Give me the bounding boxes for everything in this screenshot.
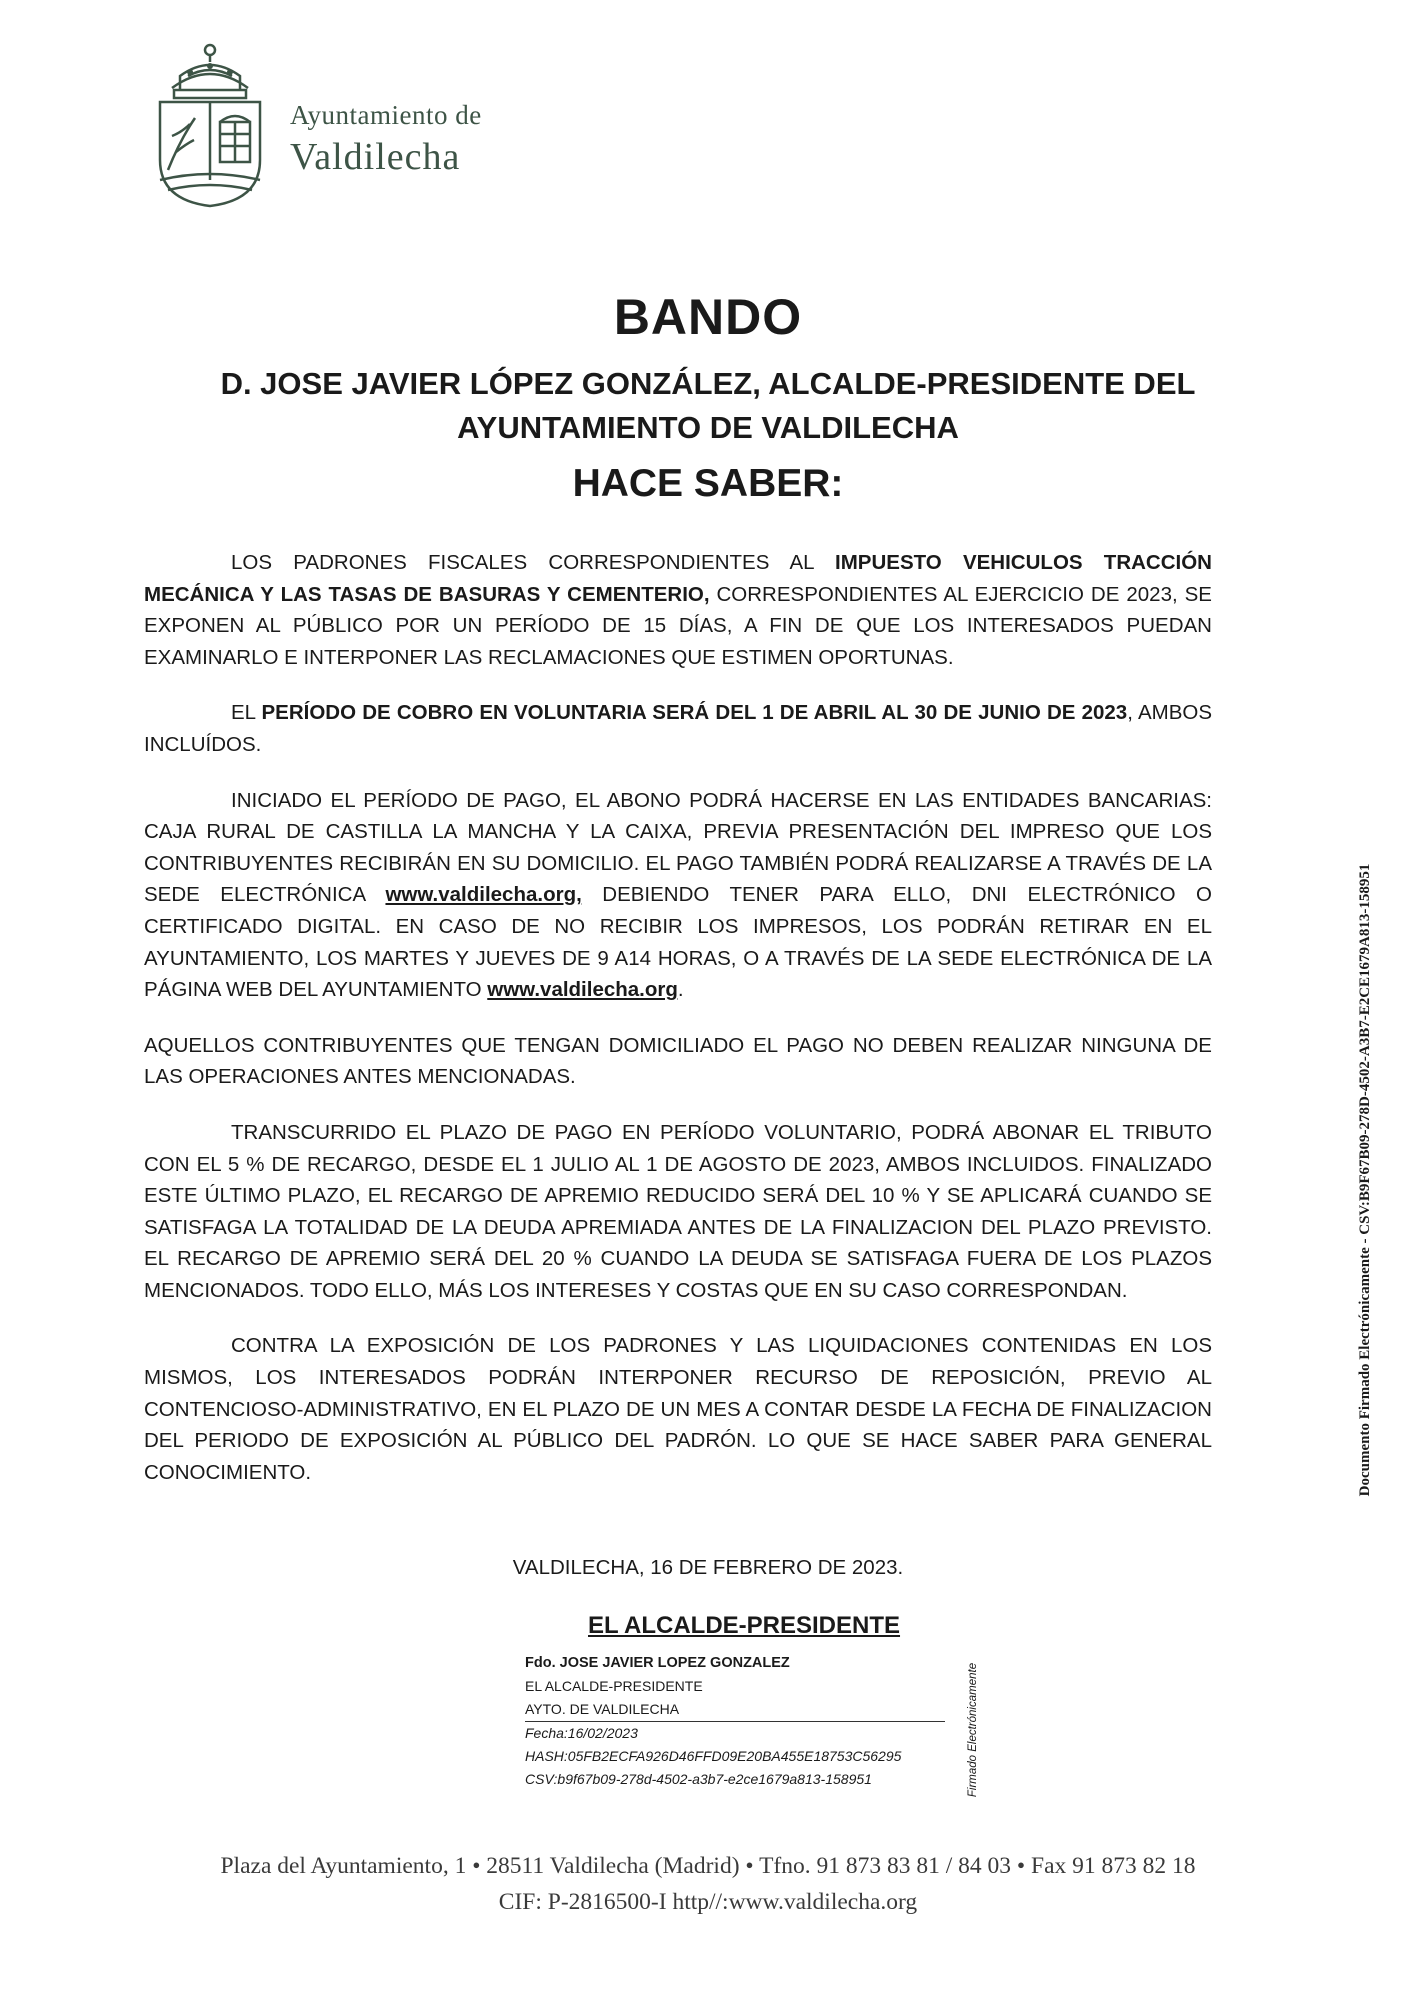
coat-of-arms-logo <box>150 40 270 210</box>
subtitle-line1: D. JOSE JAVIER LÓPEZ GONZÁLEZ, ALCALDE-PRESIDENTE DEL <box>220 366 1196 401</box>
p3-text-c: . <box>677 978 684 1002</box>
p1-text-bold: IMPUESTO VEHICULOS TRACCIÓN MECÁNICA Y LAS TASAS DE BASURAS Y CEMENTERIO, <box>144 551 1212 606</box>
page-footer <box>0 1848 1416 1920</box>
p2-text-c: , AMBOS INCLUÍDOS. <box>144 701 1213 756</box>
p2-text-a: EL <box>231 701 262 725</box>
hace-saber-heading: HACE SABER: <box>572 462 844 505</box>
website-link-2[interactable]: www.valdilecha.org <box>487 978 678 1002</box>
paragraph-1 <box>144 547 1212 673</box>
paragraph-4: AQUELLOS CONTRIBUYENTES QUE TENGAN DOMICILIADO EL PAGO NO DEBEN REALIZAR NINGUNA DE LAS OPERACIONES ANTES MENCIONADAS. <box>144 1033 1212 1089</box>
p3-text-a: INICIADO EL PERÍODO DE PAGO, EL ABONO PODRÁ HACERSE EN LAS ENTIDADES BANCARIAS: CAJA RURAL DE CASTILLA LA MANCHA Y LA CAIXA, PREVIA PRESENTACIÓN DEL IMPRESO QUE LOS CONTRIBUYENTES RECIBIRÁN EN SU DOMICILIO. EL PAGO TAMBIÉN PODRÁ REALIZARSE A TRAVÉS DE LA SEDE ELECTRÓNICA <box>144 788 1212 907</box>
signature-hash: HASH:05FB2ECFA926D46FFD09E20BA455E18753C56295 <box>525 1748 902 1764</box>
document-date: VALDILECHA, 16 DE FEBRERO DE 2023. <box>512 1556 904 1579</box>
p3-text-b: DEBIENDO TENER PARA ELLO, DNI ELECTRÓNICO O CERTIFICADO DIGITAL. EN CASO DE NO RECIBIR LOS IMPRESOS, LOS PODRÁN RETIRAR EN EL AYUNTAMIENTO, LOS MARTES Y JUEVES DE 9 A14 HORAS, O A TRAVÉS DE LA SEDE ELECTRÓNICA DE LA PÁGINA WEB DEL AYUNTAMIENTO <box>144 883 1212 1002</box>
document-title: BANDO <box>613 289 803 345</box>
org-name-line1: Ayuntamiento de <box>290 100 482 130</box>
p2-text-bold: PERÍODO DE COBRO EN VOLUNTARIA SERÁ DEL 1 DE ABRIL AL 30 DE JUNIO DE 2023 <box>261 701 1128 725</box>
signature-stamp-label: Firmado Electrónicamente <box>967 1662 979 1798</box>
org-name-line2: Valdilecha <box>290 136 461 178</box>
p1-text-a: LOS PADRONES FISCALES CORRESPONDIENTES AL <box>231 551 836 574</box>
footer-address: Plaza del Ayuntamiento, 1 • 28511 Valdilecha (Madrid) • Tfno. 91 873 83 81 / 84 03 • Fax 91 873 82 18 <box>220 1853 1196 1879</box>
footer-cif: CIF: P-2816500-I http//:www.valdilecha.org <box>498 1889 918 1915</box>
signature-name: Fdo. JOSE JAVIER LOPEZ GONZALEZ <box>525 1655 790 1671</box>
org-name <box>290 100 482 179</box>
paragraph-2 <box>144 697 1212 760</box>
signature-org: AYTO. DE VALDILECHA <box>525 1698 945 1722</box>
side-verification-note: Documento Firmado Electrónicamente - CSV:B9F67B09-278D-4502-A3B7-E2CE1679A813-158951 <box>1357 863 1373 1497</box>
document-body <box>144 547 1212 1512</box>
signatory-title: EL ALCALDE-PRESIDENTE <box>588 1612 901 1639</box>
paragraph-6: CONTRA LA EXPOSICIÓN DE LOS PADRONES Y LAS LIQUIDACIONES CONTENIDAS EN LOS MISMOS, LOS INTERESADOS PODRÁN INTERPONER RECURSO DE REPOSICIÓN, PREVIO AL CONTENCIOSO-ADMINISTRATIVO, EN EL PLAZO DE UN MES A CONTAR DESDE LA FECHA DE FINALIZACION DEL PERIODO DE EXPOSICIÓN AL PÚBLICO DEL PADRÓN. LO QUE SE HACE SABER PARA GENERAL CONOCIMIENTO. <box>144 1334 1212 1484</box>
signature-role: EL ALCALDE-PRESIDENTE <box>525 1678 703 1694</box>
paragraph-5: TRANSCURRIDO EL PLAZO DE PAGO EN PERÍODO VOLUNTARIO, PODRÁ ABONAR EL TRIBUTO CON EL 5 % DE RECARGO, DESDE EL 1 JULIO AL 1 DE AGOSTO DE 2023, AMBOS INCLUIDOS. FINALIZADO ESTE ÚLTIMO PLAZO, EL RECARGO DE APREMIO REDUCIDO SERÁ DEL 10 % Y SE APLICARÁ CUANDO SE SATISFAGA LA TOTALIDAD DE LA DEUDA APREMIADA ANTES DE LA FINALIZACION DEL PLAZO PREVISTO. EL RECARGO DE APREMIO SERÁ DEL 20 % CUANDO LA DEUDA SE SATISFAGA FUERA DE LOS PLAZOS MENCIONADOS. TODO ELLO, MÁS LOS INTERESES Y COSTAS QUE EN SU CASO CORRESPONDAN. <box>144 1120 1212 1302</box>
signature-date: Fecha:16/02/2023 <box>525 1725 638 1741</box>
document-subtitle <box>120 362 1296 450</box>
electronic-signature-block <box>525 1652 955 1791</box>
signature-csv: CSV:b9f67b09-278d-4502-a3b7-e2ce1679a813-158951 <box>525 1771 872 1787</box>
subtitle-line2: AYUNTAMIENTO DE VALDILECHA <box>457 410 959 445</box>
p1-text-c: CORRESPONDIENTES AL EJERCICIO DE 2023, SE EXPONEN AL PÚBLICO POR UN PERÍODO DE 15 DÍAS, A FIN DE QUE LOS INTERESADOS PUEDAN EXAMINARLO E INTERPONER LAS RECLAMACIONES QUE ESTIMEN OPORTUNAS. <box>144 582 1212 669</box>
paragraph-3 <box>144 785 1212 1006</box>
website-link-1[interactable]: www.valdilecha.org, <box>385 883 582 907</box>
